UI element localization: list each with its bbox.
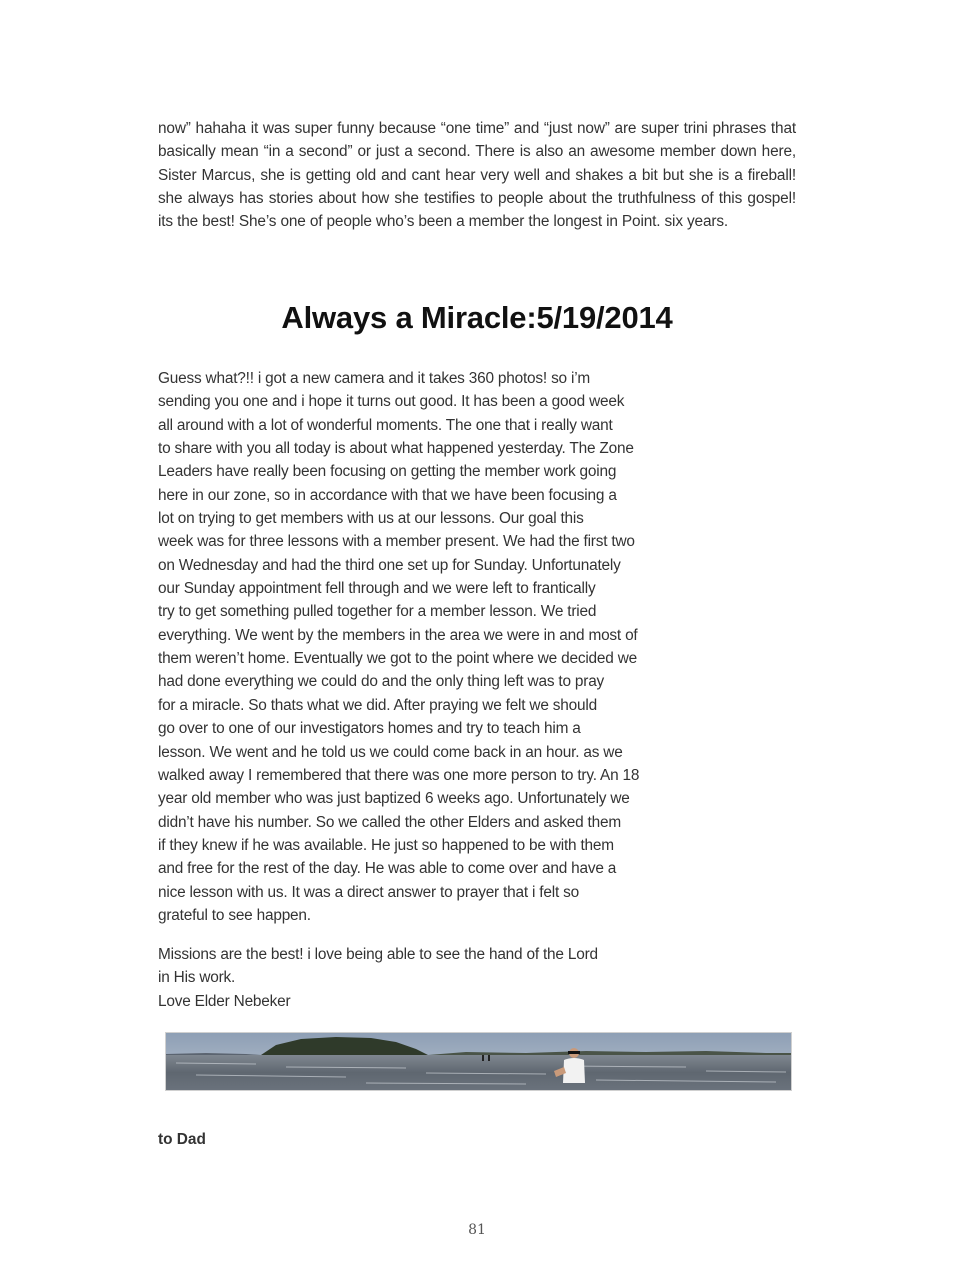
body-line: week was for three lessons with a member present. We had the first two [158, 533, 635, 551]
body-line: nice lesson with us. It was a direct answer to prayer that i felt so [158, 883, 579, 901]
body-line: go over to one of our investigators homes and try to teach him a [158, 720, 581, 738]
body-line: our Sunday appointment fell through and we were left to frantically [158, 580, 596, 598]
body-line: for a miracle. So thats what we did. After praying we felt we should [158, 696, 597, 714]
body-line: year old member who was just baptized 6 weeks ago. Unfortunately we [158, 790, 630, 808]
body-line: and free for the rest of the day. He was able to come over and have a [158, 860, 617, 878]
body-line: try to get something pulled together for a member lesson. We tried [158, 603, 597, 621]
body-line: if they knew if he was available. He just so happened to be with them [158, 836, 614, 854]
closing-line: Missions are the best! i love being able to see the hand of the Lord [158, 946, 598, 963]
body-line: to share with you all today is about what happened yesterday. The Zone [158, 440, 634, 458]
body-line: walked away I remembered that there was one more person to try. An 18 [158, 766, 640, 784]
body-line: lot on trying to get members with us at our lessons. Our goal this [158, 510, 584, 528]
body-line: lesson. We went and he told us we could come back in an hour. as we [158, 743, 623, 761]
body-line: Guess what?!! i got a new camera and it takes 360 photos! so i’m [158, 370, 591, 387]
body-line: them weren’t home. Eventually we got to the point where we decided we [158, 650, 637, 668]
intro-paragraph: now” hahaha it was super funny because “one time” and “just now” are super trini phrases that basically mean “in a second” or just a second. There is also an awesome member down here, Sister Marcus, she is getting old and cant hear very well and shakes a bit but she is a fireball! she always has stories about how she testifies to people about the truthfulness of this gospel! its the best! She’s one of people who’s been a member the longest in Point. six years. [158, 120, 796, 231]
body-line: didn’t have his number. So we called the other Elders and asked them [158, 813, 621, 831]
signature-line: Love Elder Nebeker [158, 992, 291, 1010]
body-line: Leaders have really been focusing on getting the member work going [158, 463, 617, 481]
body-line: sending you one and i hope it turns out good. It has been a good week [158, 393, 625, 411]
body-line: grateful to see happen. [158, 906, 311, 924]
body-line: all around with a lot of wonderful moments. The one that i really want [158, 416, 613, 434]
body-line: on Wednesday and had the third one set up for Sunday. Unfortunately [158, 556, 621, 574]
body-line: had done everything we could do and the only thing left was to pray [158, 673, 605, 691]
body-line: everything. We went by the members in the area we were in and most of [158, 626, 638, 644]
panorama-beach-image [166, 1033, 791, 1090]
next-section-heading: to Dad [158, 1131, 206, 1148]
panorama-photo [165, 1032, 792, 1091]
page-number: 81 [468, 1222, 486, 1238]
letter-body [158, 367, 718, 927]
section-title: Always a Miracle:5/19/2014 [281, 300, 673, 335]
body-line: here in our zone, so in accordance with that we have been focusing a [158, 486, 617, 504]
closing-line: in His work. [158, 969, 236, 987]
letter-closing [158, 943, 718, 1013]
